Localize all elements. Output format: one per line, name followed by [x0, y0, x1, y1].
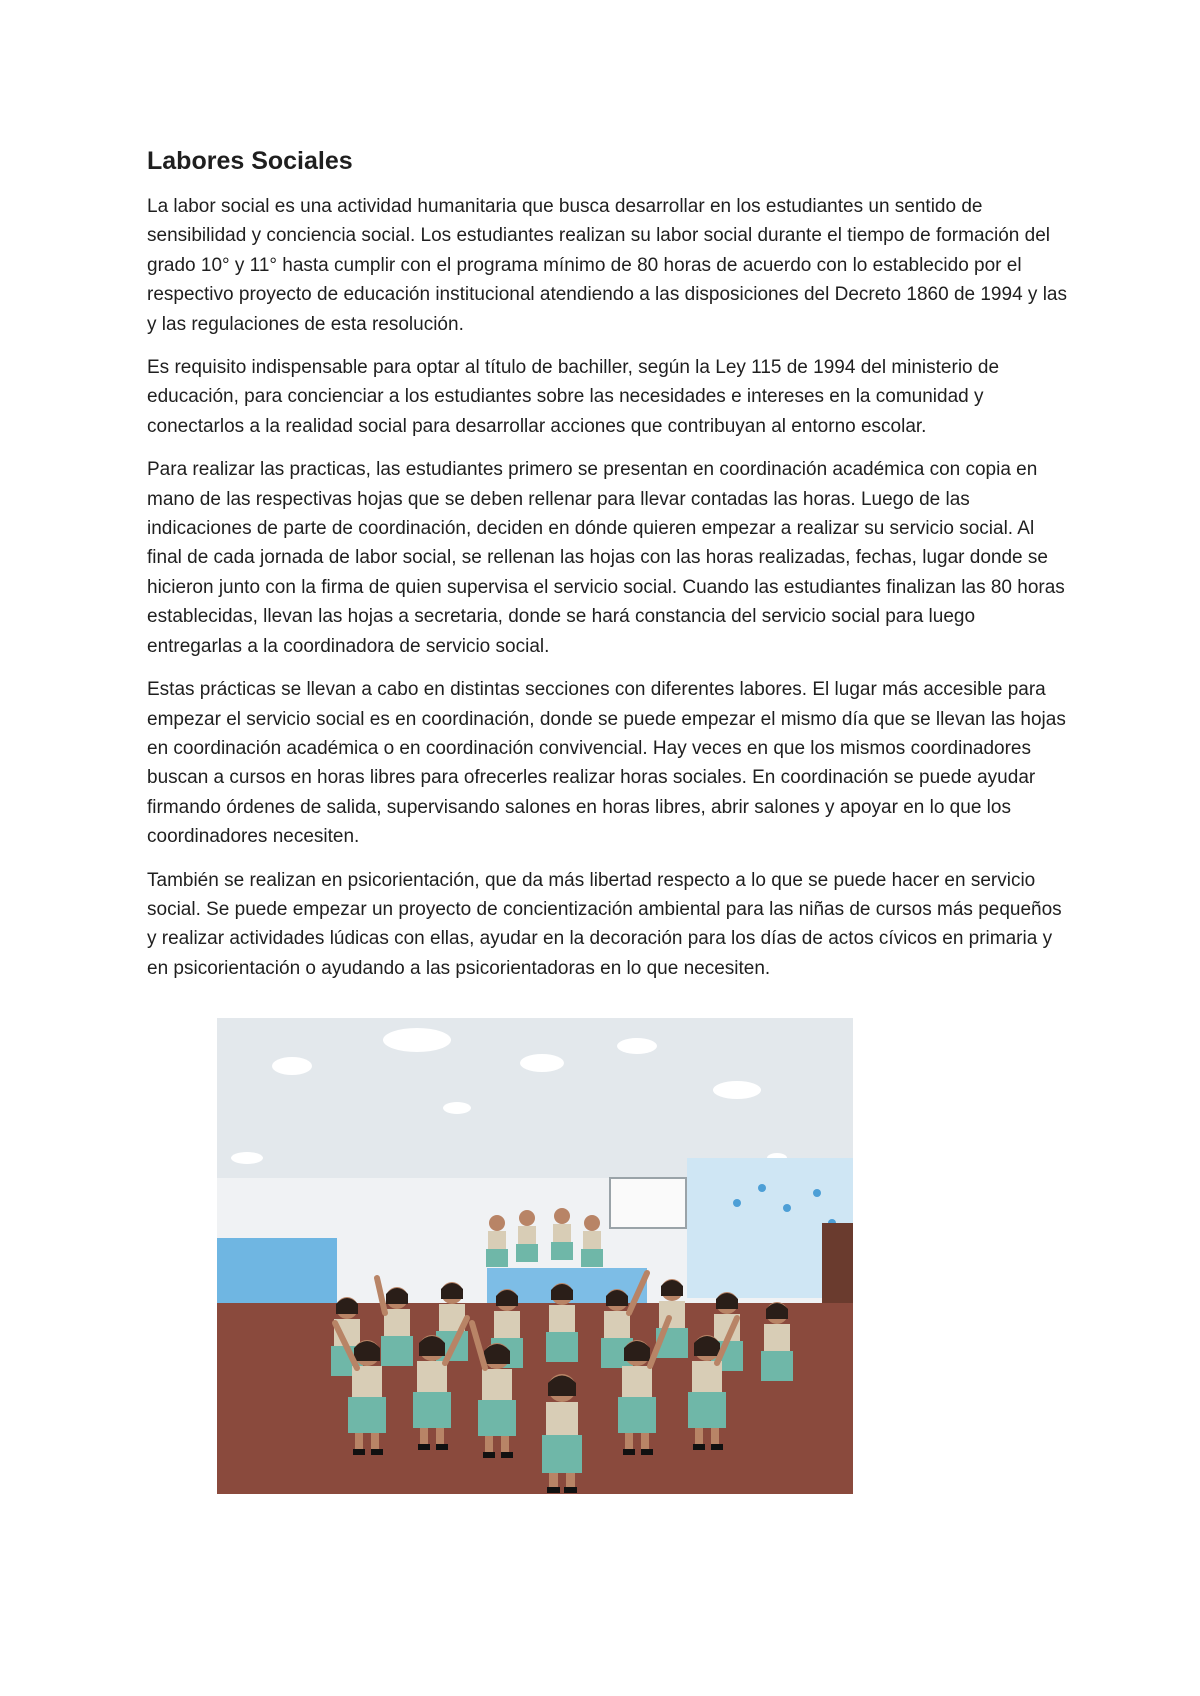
- paragraph-2: Es requisito indispensable para optar al título de bachiller, según la Ley 115 de 1994 del ministerio de educación, para concienciar a los estudiantes sobre las necesidades e intereses en la comunidad y conectarlos a la realidad social para desarrollar acciones que contribuyan al entorno escolar.: [147, 357, 1000, 437]
- photo-floor: [217, 1303, 853, 1494]
- group-photo-illustration: [217, 1018, 853, 1494]
- paragraph-3: Para realizar las practicas, las estudiantes primero se presentan en coordinación académica con copia en mano de las respectivas hojas que se deben rellenar para llevar contadas las horas. Luego de las indicaciones de parte de coordinación, deciden en dónde quieren empezar a realizar su servicio social. Al final de cada jornada de labor social, se rellenan las hojas con las horas realizadas, fechas, lugar donde se hicieron junto con la firma de quien supervisa el servicio social. Cuando las estudiantes finalizan las 80 horas establecidas, llevan las hojas a secretaria, donde se hará constancia del servicio social para luego entregarlas a la coordinadora de servicio social.: [147, 459, 1065, 657]
- paragraph-5: También se realizan en psicorientación, que da más libertad respecto a lo que se puede hacer en servicio social. Se puede empezar un proyecto de concientización ambiental para las niñas de cursos más pequeños y realizar actividades lúdicas con ellas, ayudar en la decoración para los días de actos cívicos en primaria y en psicorientación o ayudando a las psicorientadoras en lo que necesiten.: [147, 869, 1062, 979]
- projector-screen: [610, 1178, 686, 1228]
- photo-door: [822, 1223, 853, 1303]
- document-body: [147, 145, 1072, 997]
- group-photo: [217, 1018, 853, 1494]
- paragraph-4: Estas prácticas se llevan a cabo en distintas secciones con diferentes labores. El lugar más accesible para empezar el servicio social es en coordinación, donde se puede empezar el mismo día que se llevan las hojas en coordinación académica o en coordinación convivencial. Hay veces en que los mismos coordinadores buscan a cursos en horas libres para ofrecerles realizar horas sociales. En coordinación se puede ayudar firmando órdenes de salida, supervisando salones en horas libres, abrir salones y apoyar en lo que los coordinadores necesiten.: [147, 679, 1066, 848]
- paragraph-1: La labor social es una actividad humanitaria que busca desarrollar en los estudiantes un sentido de sensibilidad y conciencia social. Los estudiantes realizan su labor social durante el tiempo de formación del grado 10° y 11° hasta cumplir con el programa mínimo de 80 horas de acuerdo con lo establecido por el respectivo proyecto de educación institucional atendiendo a las disposiciones del Decreto 1860 de 1994 y las y las regulaciones de esta resolución.: [147, 196, 1067, 335]
- photo-stage-left: [217, 1238, 337, 1308]
- photo-ceiling: [217, 1018, 853, 1178]
- page-title: Labores Sociales: [147, 147, 353, 175]
